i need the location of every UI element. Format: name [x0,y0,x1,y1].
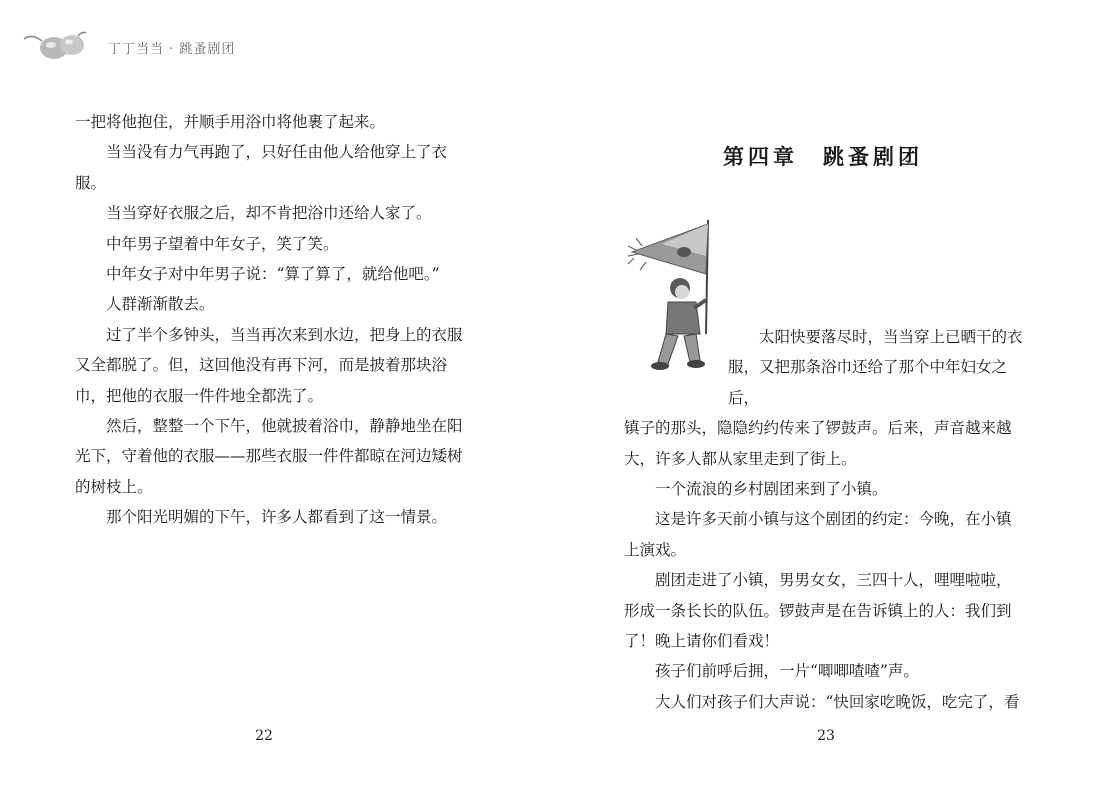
paragraph: 中年男子望着中年女子，笑了笑。 [106,234,339,253]
gourd-icon [22,27,106,63]
paragraph: 剧团走进了小镇，男男女女，三四十人，哩哩啦啦，形成一条长长的队伍。锣鼓声是在告诉镇上的人：我们到了！晚上请你们看戏！ [624,571,1012,651]
paragraph: 太阳快要落尽时，当当穿上已晒干的衣 [759,328,1023,346]
paragraph: 当当没有力气再跑了，只好任由他人给他穿上了衣服。 [75,143,448,192]
page-number: 22 [255,728,273,744]
paragraph: 当当穿好衣服之后，却不肯把浴巾还给人家了。 [106,204,432,223]
paragraph: 孩子们前呼后拥，一片“唧唧喳喳”声。 [655,662,919,681]
page-number: 23 [817,728,835,744]
paragraph: 人群渐渐散去。 [106,295,215,314]
paragraph: 然后，整整一个下午，他就披着浴巾，静静地坐在阳光下，守着他的衣服——那些衣服一件件都晾在河边矮树的树枝上。 [75,417,463,496]
paragraph: 服，又把那条浴巾还给了那个中年妇女之后， [728,358,1008,407]
paragraph: 镇子的那头，隐隐约约传来了锣鼓声。后来，声音越来越大，许多人都从家里走到了街上。 [624,419,1012,468]
paragraph: 大人们对孩子们大声说：“快回家吃晚饭，吃完了，看 [655,692,1020,711]
series-title: 丁丁当当 · 跳蚤剧团 [108,42,236,57]
paragraph: 这是许多天前小镇与这个剧团的约定：今晚，在小镇上演戏。 [624,510,1012,559]
chapter-title: 第四章 跳蚤剧团 [723,144,923,169]
paragraph: 一个流浪的乡村剧团来到了小镇。 [655,480,888,499]
paragraph: 一把将他抱住，并顺手用浴巾将他裹了起来。 [75,113,386,131]
paragraph: 过了半个多钟头，当当再次来到水边，把身上的衣服又全都脱了。但，这回他没有再下河，而是披着那块浴巾，把他的衣服一件件地全都洗了。 [75,325,463,405]
right-page [548,0,1096,786]
paragraph: 那个阳光明媚的下午，许多人都看到了这一情景。 [106,508,448,527]
series-header [22,27,242,63]
paragraph: 中年女子对中年男子说：“算了算了，就给他吧。” [106,265,440,284]
left-body-text [75,107,475,533]
right-body-text [624,322,1024,717]
